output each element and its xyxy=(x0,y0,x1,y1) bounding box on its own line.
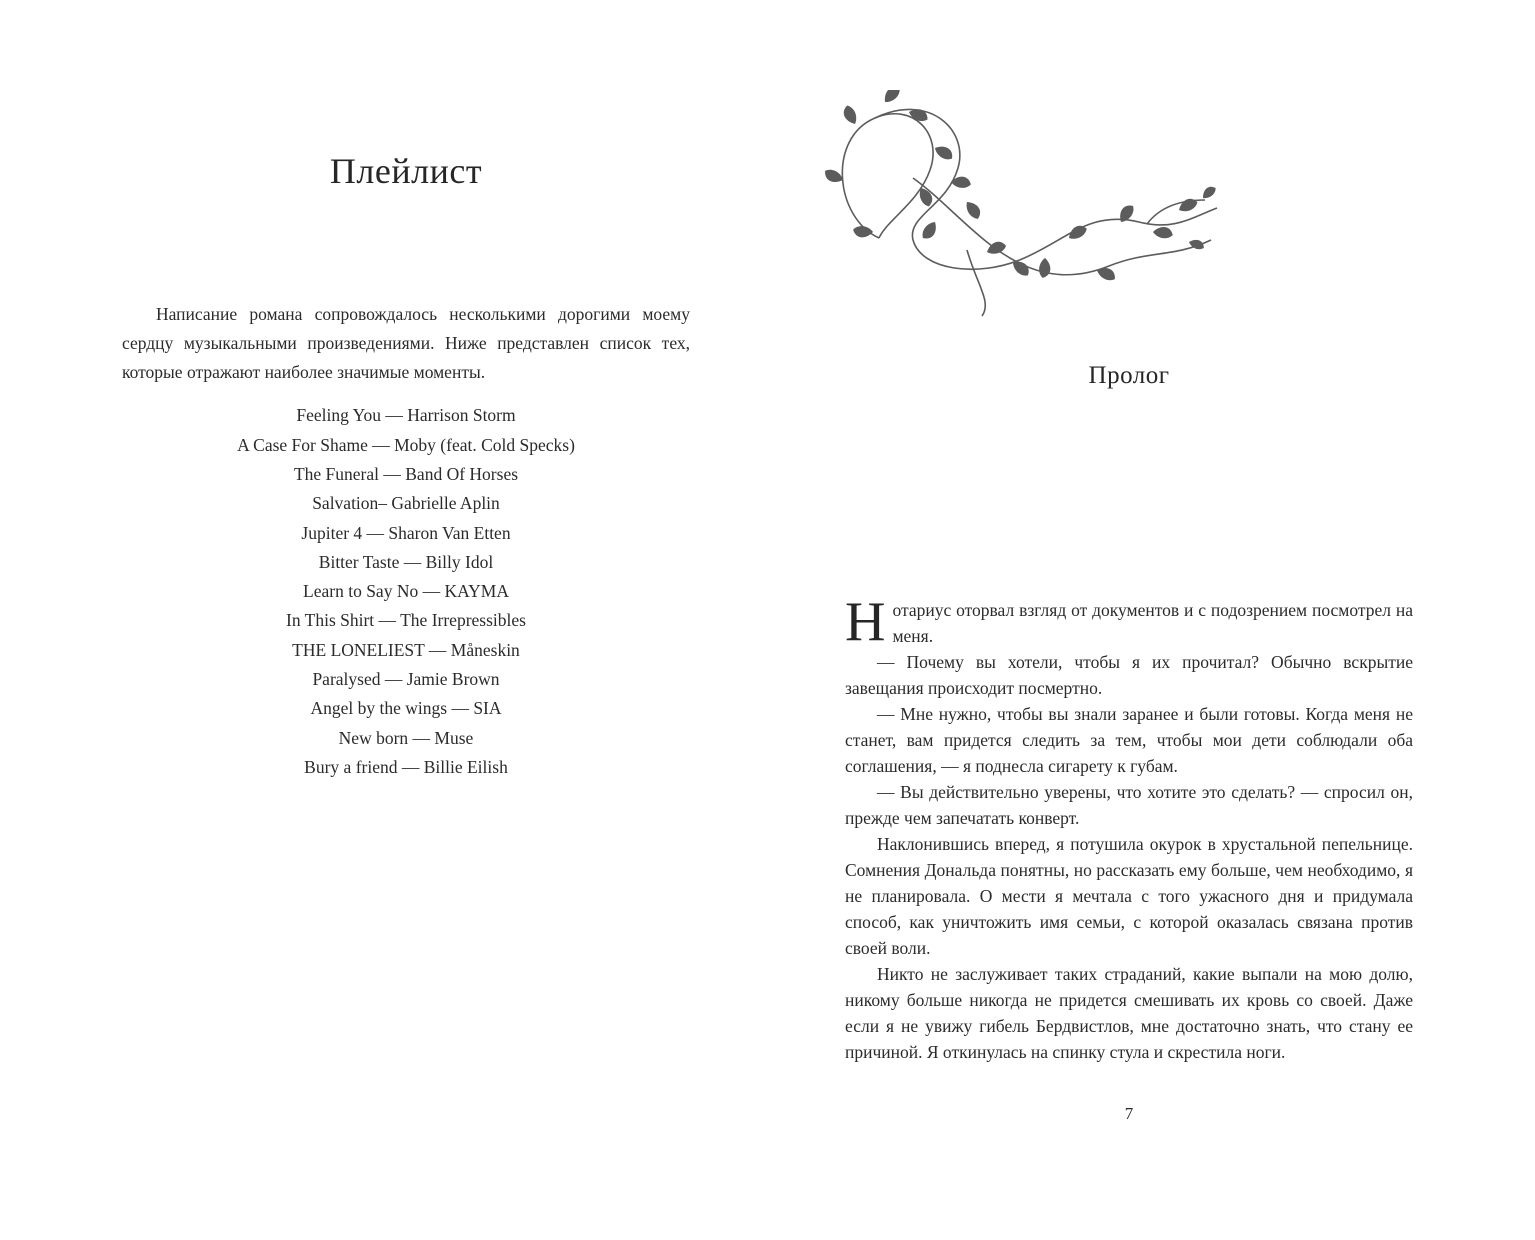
playlist-title: Плейлист xyxy=(329,151,483,191)
song-item: Bitter Taste — Billy Idol xyxy=(318,551,494,572)
prologue-text xyxy=(845,591,1413,1065)
song-item: Paralysed — Jamie Brown xyxy=(312,669,500,690)
song-item: The Funeral — Band Of Horses xyxy=(293,463,519,484)
paragraph: — Почему вы хотели, чтобы я их прочитал? Обычно вскрытие завещания происходит посмертно. xyxy=(845,652,1413,698)
page-number: 7 xyxy=(1124,1104,1134,1123)
paragraph-opening xyxy=(845,591,1413,653)
paragraph: Никто не заслуживает таких страданий, какие выпали на мою долю, никому больше никогда не придется смешивать их кровь со своей. Даже если я не увижу гибель Бердвистлов, мне достаточно знать, что стану ее причиной. Я откинулась на спинку стула и скрестила ноги. xyxy=(845,964,1413,1062)
drop-cap: Н xyxy=(845,591,886,653)
song-item: Salvation– Gabrielle Aplin xyxy=(312,493,500,514)
song-item: Learn to Say No — KAYMA xyxy=(303,581,509,602)
song-item: Feeling You — Harrison Storm xyxy=(296,405,516,426)
paragraph: — Вы действительно уверены, что хотите это сделать? — спросил он, прежде чем запечатать конверт. xyxy=(845,782,1413,828)
floral-vine-ornament-icon xyxy=(817,90,1237,320)
song-item: New born — Muse xyxy=(338,727,474,748)
playlist-intro: Написание романа сопровождалось несколькими дорогими моему сердцу музыкальными произведениями. Ниже представлен список тех, которые отражают наиболее значимые моменты. xyxy=(122,304,690,382)
paragraph: — Мне нужно, чтобы вы знали заранее и были готовы. Когда меня не станет, вам придется следить за тем, чтобы мои дети соблюдали оба соглашения, — я поднесла сигарету к губам. xyxy=(845,704,1413,776)
left-page xyxy=(122,0,690,1240)
song-item: In This Shirt — The Irrepressibles xyxy=(286,610,526,631)
song-item: Angel by the wings — SIA xyxy=(310,698,502,719)
prologue-heading: Пролог xyxy=(1088,362,1170,389)
song-item: Bury a friend — Billie Eilish xyxy=(304,756,508,777)
paragraph: Наклонившись вперед, я потушила окурок в хрустальной пепельнице. Сомнения Дональда понятны, но рассказать ему больше, чем необходимо, я не планировала. О мести я мечтала с того ужасного дня и придумала способ, как уничтожить имя семьи, с которой оказалась связана против своей воли. xyxy=(845,834,1413,958)
song-item: Jupiter 4 — Sharon Van Etten xyxy=(301,522,511,543)
paragraph-text: отариус оторвал взгляд от документов и с подозрением посмотрел на меня. xyxy=(892,600,1413,646)
song-list xyxy=(122,401,690,782)
right-page xyxy=(845,0,1413,1240)
song-item: A Case For Shame — Moby (feat. Cold Specks) xyxy=(237,434,575,455)
song-item: THE LONELIEST — Måneskin xyxy=(292,639,520,660)
